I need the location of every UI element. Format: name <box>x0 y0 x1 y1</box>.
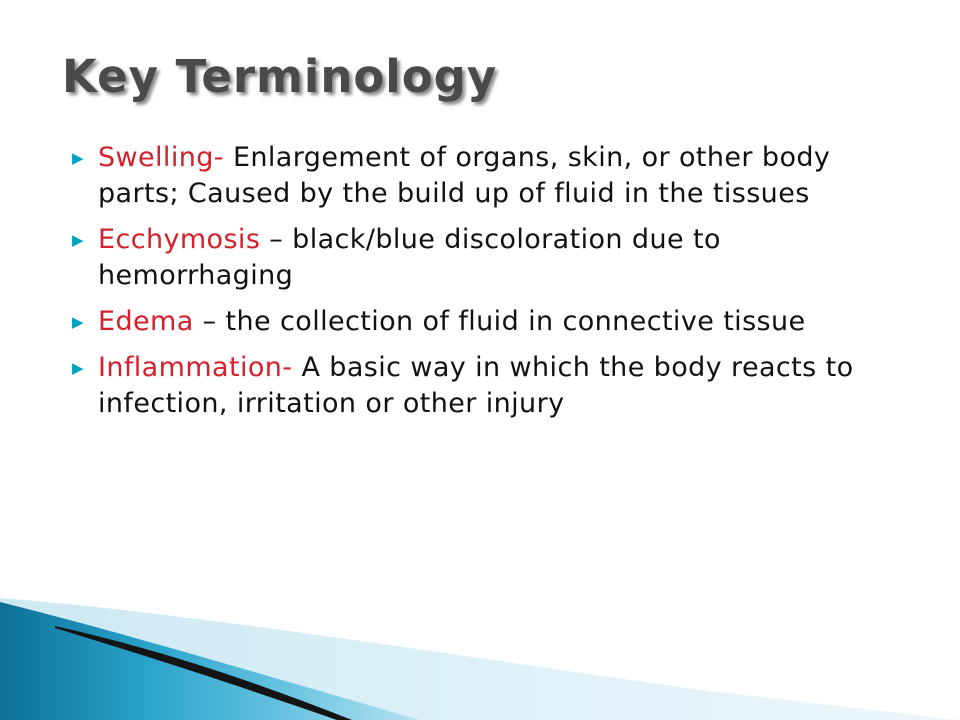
term-separator: – <box>193 306 226 337</box>
term-separator: - <box>282 352 302 383</box>
term-label: Inflammation <box>98 352 283 383</box>
term-definition: A basic way in which the body reacts to infection, irritation or other injury <box>98 352 854 419</box>
right-arrowhead-icon: ▶ <box>72 359 84 377</box>
right-arrowhead-icon: ▶ <box>72 231 84 249</box>
term-definition: the collection of fluid in connective tissue <box>225 306 806 337</box>
term-label: Ecchymosis <box>98 224 261 255</box>
term-definition: black/blue discoloration due to hemorrhaging <box>98 224 721 291</box>
term-label: Swelling <box>98 142 214 173</box>
slide-title: Key Terminology <box>62 50 498 103</box>
term-definition: Enlargement of organs, skin, or other body parts; Caused by the build up of fluid in the tissues <box>98 142 831 209</box>
term-separator: - <box>213 142 233 173</box>
right-arrowhead-icon: ▶ <box>72 149 84 167</box>
term-label: Edema <box>98 306 194 337</box>
right-arrowhead-icon: ▶ <box>72 313 84 331</box>
term-separator: – <box>260 224 293 255</box>
